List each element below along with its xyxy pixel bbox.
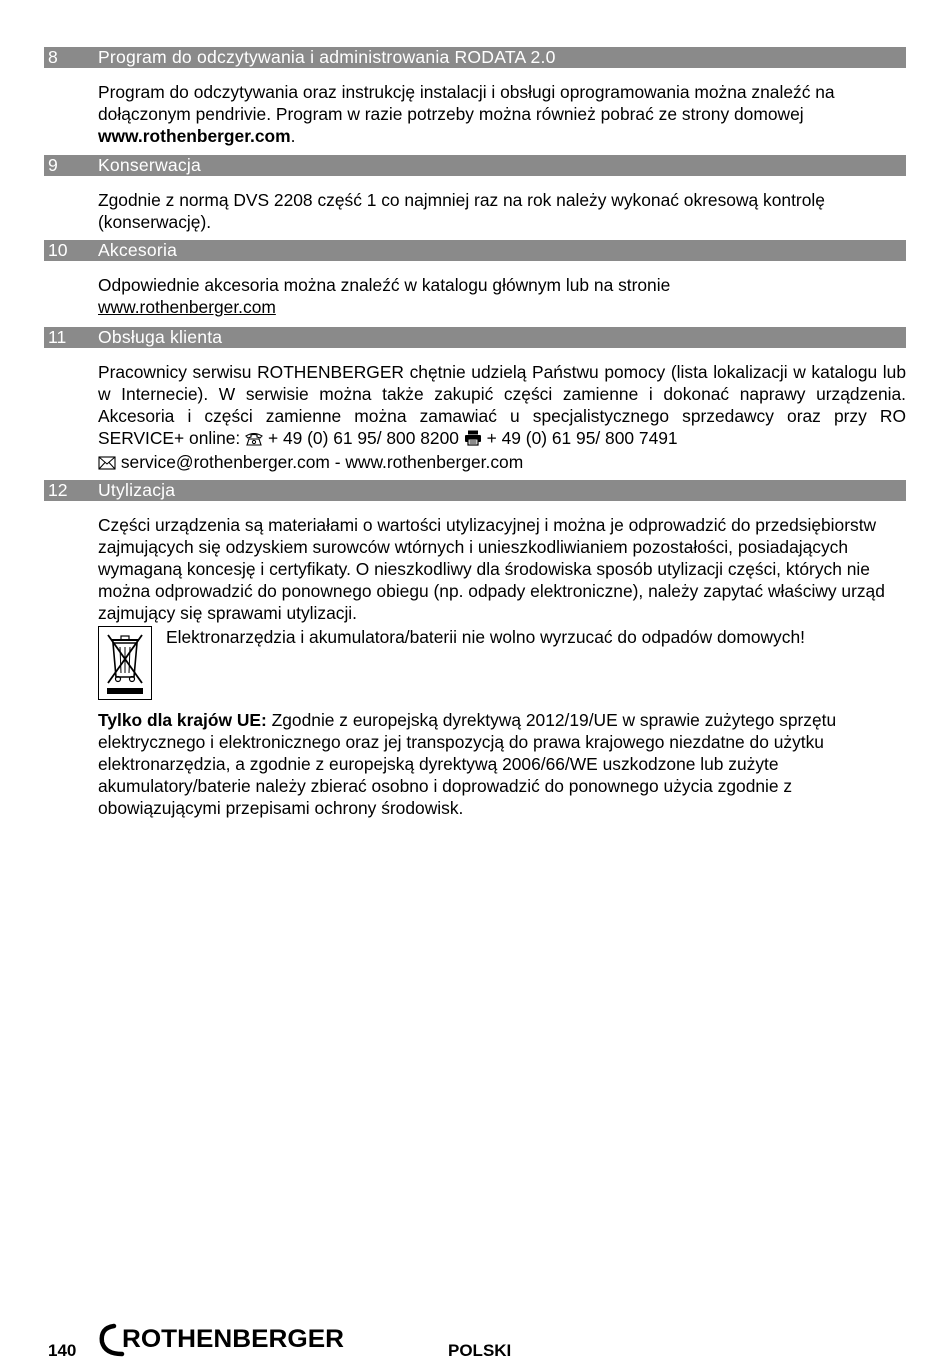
section-title: Utylizacja (98, 480, 176, 500)
section-header (44, 155, 906, 176)
section-body (98, 274, 906, 318)
section-9 (44, 155, 906, 233)
section-body (98, 189, 906, 233)
paragraph (98, 361, 906, 475)
phone-number: + 49 (0) 61 95/ 800 8200 (263, 428, 459, 448)
paragraph-text: . (290, 126, 296, 146)
section-title: Obsługa klienta (98, 327, 223, 347)
section-header (44, 240, 906, 261)
section-number: 12 (48, 480, 68, 500)
crossed-out-wheelie-bin-icon (98, 626, 152, 700)
paragraph-text: Pracownicy serwisu ROTHENBERGER chętnie udzielą Państwu pomocy (lista lokalizacji w katalogu lub w Internecie). W serwisie można także zakupić części zamienne i dokonać naprawy urządzenia. Akcesoria i części zamienne można zamawiać u specjalistycznego sprzedawcy oraz przy RO SERVICE+ online: (98, 362, 906, 448)
section-title: Konserwacja (98, 155, 201, 175)
section-11 (44, 327, 906, 475)
section-12 (44, 480, 906, 819)
paragraph: Części urządzenia są materiałami o wartości utylizacyjnej i można je odprowadzić do przedsiębiorstw zajmujących się odzyskiem surowców wtórnych i unieszkodliwianiem pozostałości, posiadających wymaganą koncesję i certyfikaty. O nieszkodliwy dla środowiska sposób utylizacji części, których nie można odprowadzić do ponownego obiegu (np. odpady elektroniczne), należy zapytać właściwy urząd zajmujący się sprawami utylizacji. (98, 515, 885, 623)
section-header (44, 47, 906, 68)
section-number: 10 (48, 240, 68, 260)
section-10 (44, 240, 906, 318)
paragraph: Odpowiednie akcesoria można znaleźć w katalogu głównym lub na stronie (98, 275, 671, 295)
paragraph (98, 81, 906, 147)
paragraph (98, 709, 906, 819)
section-number: 9 (48, 155, 58, 175)
rothenberger-logo (98, 1322, 348, 1363)
website-link[interactable]: www.rothenberger.com (98, 126, 291, 146)
section-title: Akcesoria (98, 240, 178, 260)
paragraph-text: Program do odczytywania oraz instrukcję instalacji i obsługi oprogramowania można znaleźć na dołączonym pendrivie. Program w razie potrzeby można również pobrać ze strony domowej (98, 82, 835, 124)
section-header (44, 480, 906, 501)
fax-icon (464, 429, 482, 451)
page-number: 140 (48, 1341, 77, 1360)
section-number: 8 (48, 47, 58, 67)
paragraph: Zgodnie z normą DVS 2208 część 1 co najmniej raz na rok należy wykonać okresową kontrolę (konserwację). (98, 190, 825, 232)
weee-text: Elektronarzędzia i akumulatora/baterii nie wolno wyrzucać do odpadów domowych! (166, 627, 805, 647)
section-body (98, 514, 906, 819)
section-number: 11 (48, 327, 67, 347)
fax-number: + 49 (0) 61 95/ 800 7491 (481, 428, 678, 448)
eu-label: Tylko dla krajów UE: (98, 710, 267, 730)
section-title: Program do odczytywania i administrowania RODATA 2.0 (98, 47, 556, 67)
paragraph-text: Zgodnie z europejską dyrektywą 2012/19/UE w sprawie zużytego sprzętu elektrycznego i elektronicznego oraz jej transpozycją do prawa krajowego niezdatne do użytku elektronarzędzia, a zgodnie z europejską dyrektywą 2006/66/WE uszkodzone lub zużyte akumulatory/baterie należy zbierać osobno i doprowadzić do ponownego użycia zgodnie z obowiązującymi przepisami ochrony środowisk. (98, 710, 837, 818)
envelope-icon (98, 453, 116, 475)
section-body (98, 361, 906, 475)
section-body (98, 81, 906, 147)
language-label: POLSKI (448, 1341, 512, 1360)
section-header (44, 327, 906, 348)
website-link[interactable]: www.rothenberger.com (98, 297, 276, 317)
contact-email[interactable]: service@rothenberger.com - www.rothenberger.com (116, 452, 524, 472)
telephone-icon (245, 429, 263, 451)
weee-notice (98, 626, 906, 700)
section-8 (44, 47, 906, 147)
logo-wordmark: ROTHENBERGER (122, 1325, 344, 1353)
